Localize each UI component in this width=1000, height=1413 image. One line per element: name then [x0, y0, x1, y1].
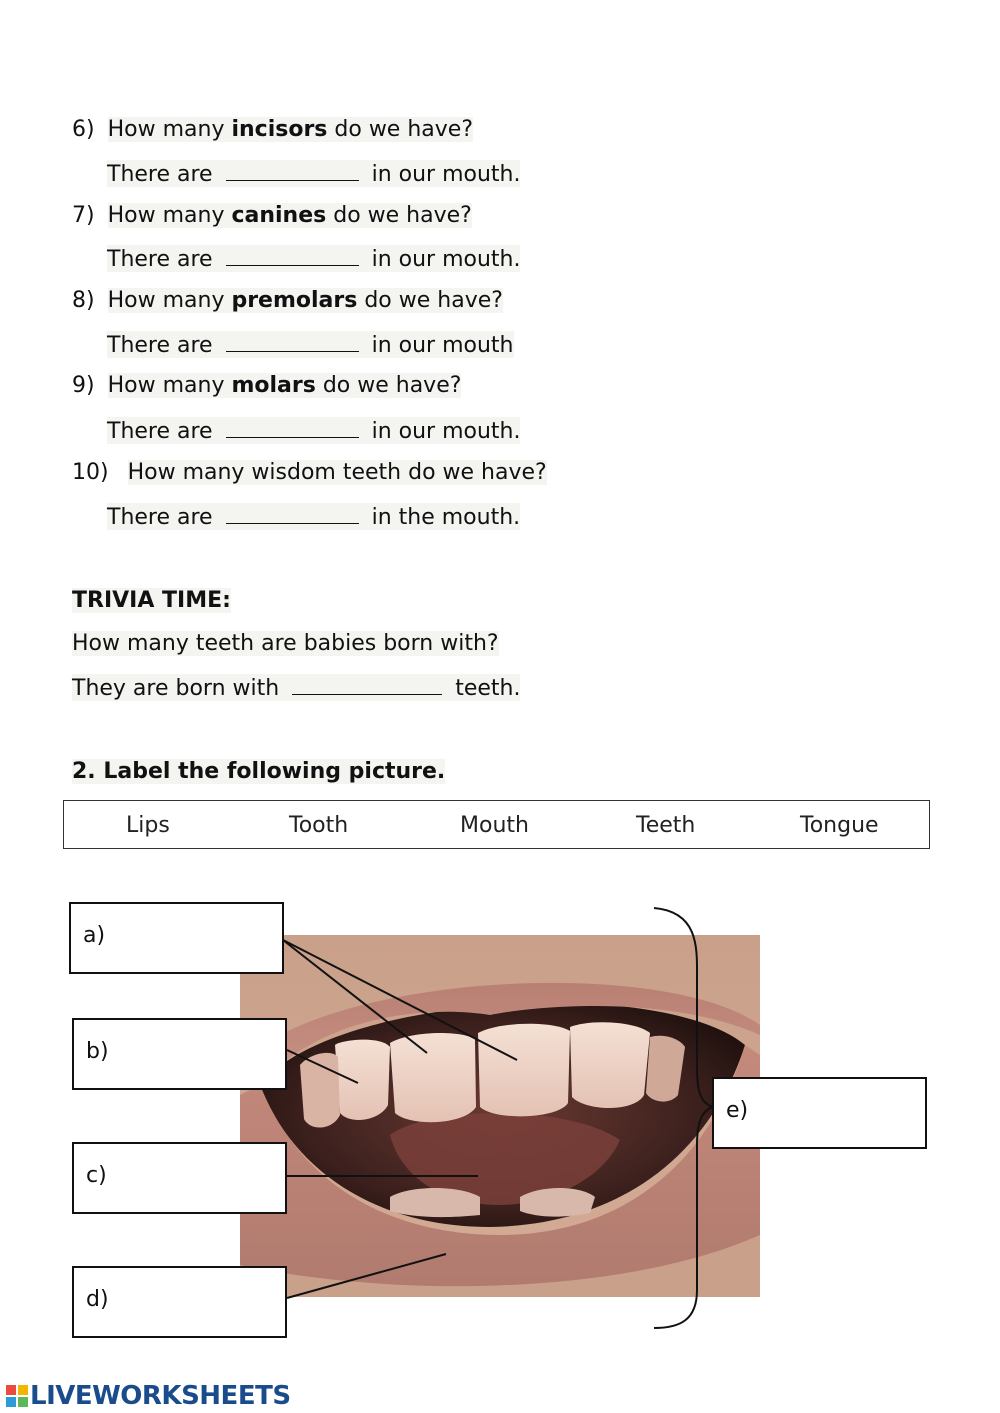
answer-line-7: There are in our mouth.	[107, 247, 521, 272]
word-bank-item: Mouth	[460, 813, 529, 838]
question-text: do we have?	[315, 373, 462, 398]
section-title: 2. Label the following picture.	[72, 759, 446, 784]
question-number: 9)	[72, 373, 95, 398]
word-bank-item: Tooth	[289, 813, 349, 838]
trivia-heading: TRIVIA TIME:	[72, 588, 231, 613]
footer-brand: LIVEWORKSHEETS	[6, 1381, 291, 1409]
label-box-e[interactable]	[712, 1077, 927, 1149]
question-keyword: premolars	[231, 288, 358, 313]
question-text: How many	[107, 117, 232, 142]
question-number: 7)	[72, 203, 95, 228]
label-box-a[interactable]	[69, 902, 284, 974]
question-keyword: molars	[231, 373, 316, 398]
question-text: How many	[107, 288, 232, 313]
question-text: do we have?	[357, 288, 503, 313]
question-text: How many wisdom teeth do we have?	[127, 460, 547, 485]
question-number: 6)	[72, 117, 95, 142]
answer-line-8: There are in our mouth	[107, 333, 514, 358]
trivia-question: How many teeth are babies born with?	[72, 631, 499, 656]
question-text: do we have?	[327, 117, 473, 142]
question-number: 8)	[72, 288, 95, 313]
question-text: How many	[107, 373, 232, 398]
label-letter: b)	[86, 1039, 109, 1064]
liveworksheets-logo-icon	[6, 1385, 28, 1407]
label-letter: d)	[86, 1287, 109, 1312]
label-letter: e)	[726, 1098, 749, 1123]
answer-line-10: There are in the mouth.	[107, 505, 521, 530]
word-bank-item: Lips	[126, 813, 170, 838]
word-bank-item: Teeth	[636, 813, 696, 838]
question-text: do we have?	[326, 203, 472, 228]
question-keyword: canines	[231, 203, 327, 228]
label-letter: c)	[86, 1163, 107, 1188]
label-letter: a)	[83, 923, 106, 948]
label-box-c[interactable]	[72, 1142, 287, 1214]
answer-line-9: There are in our mouth.	[107, 419, 521, 444]
label-box-b[interactable]	[72, 1018, 287, 1090]
label-box-d[interactable]	[72, 1266, 287, 1338]
trivia-answer-line: They are born with teeth.	[72, 676, 521, 701]
question-keyword: incisors	[231, 117, 328, 142]
question-number: 10)	[72, 460, 109, 485]
answer-line-6: There are in our mouth.	[107, 162, 521, 187]
word-bank-item: Tongue	[800, 813, 879, 838]
question-text: How many	[107, 203, 232, 228]
